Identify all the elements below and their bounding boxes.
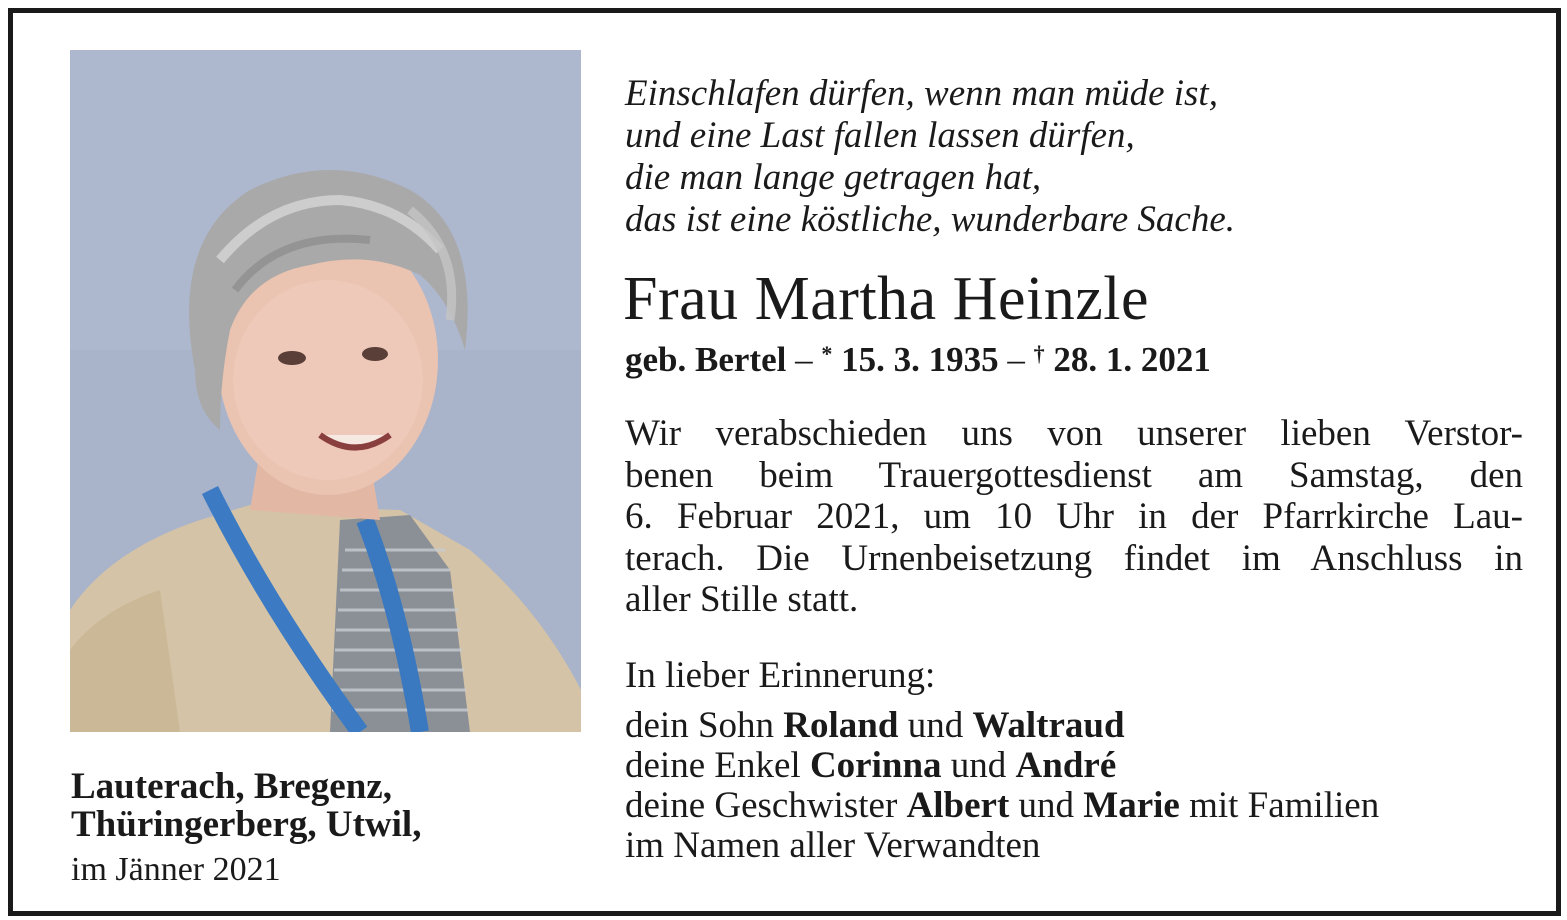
family-name-corinna: Corinna — [809, 745, 942, 786]
memory-heading: In lieber Erinnerung: — [625, 655, 936, 696]
family-name-marie: Marie — [1083, 785, 1180, 826]
death-date: 28. 1. 2021 — [1044, 340, 1211, 379]
family-row-3-and: und — [1009, 785, 1084, 826]
family-name-andre: André — [1015, 745, 1117, 786]
family-list — [625, 706, 1379, 866]
date-separator-2: – — [998, 340, 1034, 379]
maiden-name: geb. Bertel — [625, 340, 787, 379]
place-date: im Jänner 2021 — [71, 851, 281, 888]
announcement-line-1: Wir verabschieden uns von unserer lieben Verstor- — [625, 413, 1523, 454]
born-symbol: * — [821, 341, 833, 366]
poem-line-3: die man lange getragen hat, — [625, 157, 1042, 198]
deceased-name: Frau Martha Heinzle — [623, 265, 1149, 333]
family-row-1-and: und — [898, 705, 973, 746]
family-row-3-prefix: deine Geschwister — [625, 785, 907, 826]
announcement-line-5: aller Stille statt. — [625, 579, 859, 620]
announcement-line-3: 6. Februar 2021, um 10 Uhr in der Pfarrkirche Lau- — [625, 496, 1523, 537]
place-names — [71, 768, 421, 844]
death-symbol: † — [1033, 341, 1045, 366]
family-row-grandchildren — [625, 746, 1379, 786]
poem-line-4: das ist eine köstliche, wunderbare Sache. — [625, 199, 1236, 240]
announcement-text — [625, 413, 1523, 621]
announcement-line-4: terach. Die Urnenbeisetzung findet im Anschluss in — [625, 537, 1523, 579]
place-line-1: Lauterach, Bregenz, — [71, 766, 392, 807]
family-row-son — [625, 706, 1379, 746]
birth-date: 15. 3. 1935 — [832, 340, 999, 379]
poem — [625, 73, 1235, 241]
family-row-3-suffix: mit Familien — [1179, 785, 1380, 826]
family-row-relatives: im Namen aller Verwandten — [625, 825, 1041, 866]
family-row-2-prefix: deine Enkel — [625, 745, 810, 786]
announcement-line-2: benen beim Trauergottesdienst am Samstag, den — [625, 454, 1523, 496]
poem-line-1: Einschlafen dürfen, wenn man müde ist, — [625, 73, 1218, 114]
date-separator-1: – — [786, 340, 822, 379]
family-row-siblings — [625, 786, 1379, 826]
obituary-card — [8, 8, 1561, 916]
place-line-2: Thüringerberg, Utwil, — [71, 804, 422, 845]
portrait-photo — [70, 50, 581, 732]
family-name-roland: Roland — [783, 705, 899, 746]
poem-line-2: und eine Last fallen lassen dürfen, — [625, 115, 1135, 156]
family-row-2-and: und — [941, 745, 1016, 786]
portrait-image — [70, 50, 581, 732]
family-row-1-prefix: dein Sohn — [625, 705, 784, 746]
family-name-albert: Albert — [906, 785, 1010, 826]
family-name-waltraud: Waltraud — [972, 705, 1125, 746]
birth-death-dates — [625, 340, 1211, 380]
